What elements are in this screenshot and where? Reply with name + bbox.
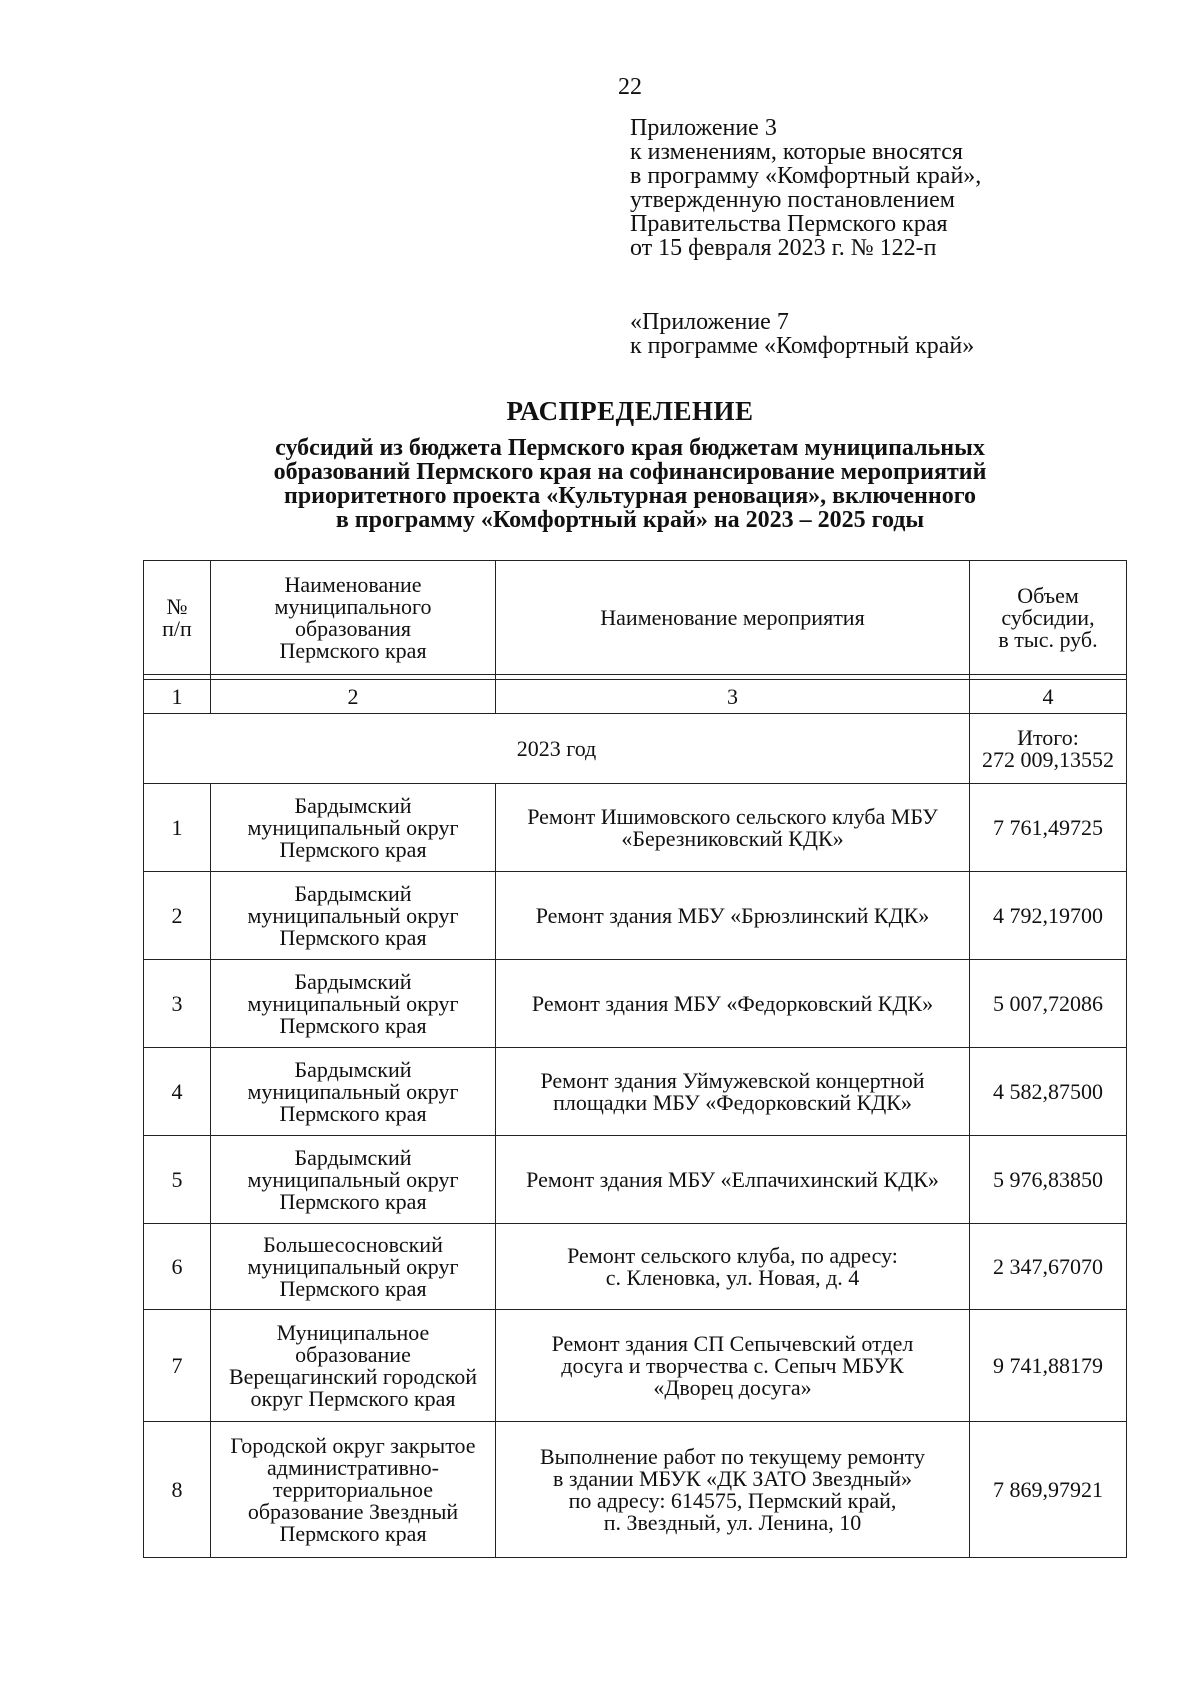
header-number-line: п/п — [162, 615, 192, 641]
year-total — [970, 714, 1127, 784]
row-municipality-line: Городской округ закрытое — [230, 1432, 476, 1458]
row-municipality — [211, 784, 496, 872]
row-municipality-line: Бардымский — [294, 968, 412, 994]
header-volume-line: в тыс. руб. — [998, 626, 1098, 652]
row-municipality — [211, 1310, 496, 1422]
document-title: РАСПРЕДЕЛЕНИЕ — [506, 396, 754, 426]
appendix-7-line: к программе «Комфортный край» — [630, 333, 975, 359]
row-municipality-line: Бардымский — [294, 1144, 412, 1170]
subtitle-line: субсидий из бюджета Пермского края бюджетам муниципальных — [275, 435, 985, 461]
row-amount: 2 347,67070 — [970, 1224, 1127, 1310]
row-municipality — [211, 1136, 496, 1224]
row-event-line: по адресу: 614575, Пермский край, — [568, 1487, 897, 1513]
row-municipality-line: муниципальный округ — [247, 1166, 459, 1192]
column-number: 2 — [211, 680, 496, 714]
row-amount: 4 792,19700 — [970, 872, 1127, 960]
row-event — [496, 960, 970, 1048]
row-event-line: Ремонт здания СП Сепычевский отдел — [551, 1330, 914, 1356]
row-municipality-line: Пермского края — [279, 1100, 427, 1126]
subtitle-line: образований Пермского края на софинансирование мероприятий — [273, 459, 987, 485]
row-event-line: Ремонт Ишимовского сельского клуба МБУ — [527, 803, 938, 829]
table-row — [144, 1136, 1127, 1224]
row-municipality-line: Пермского края — [279, 1520, 427, 1546]
appendix-7-block — [630, 310, 974, 358]
header-row — [144, 561, 1127, 675]
header-event — [496, 561, 970, 675]
row-amount: 5 007,72086 — [970, 960, 1127, 1048]
table-row — [144, 872, 1127, 960]
header-volume-line: субсидии, — [1001, 604, 1095, 630]
row-number: 6 — [144, 1224, 211, 1310]
row-amount: 9 741,88179 — [970, 1310, 1127, 1422]
row-municipality-line: муниципальный округ — [247, 902, 459, 928]
row-amount: 7 761,49725 — [970, 784, 1127, 872]
table-row — [144, 1048, 1127, 1136]
appendix-3-line: утвержденную постановлением — [630, 187, 955, 213]
column-number-row — [144, 680, 1127, 714]
table-row — [144, 1310, 1127, 1422]
row-municipality-line: муниципальный округ — [247, 814, 459, 840]
row-municipality-line: муниципальный округ — [247, 1078, 459, 1104]
appendix-7-line: «Приложение 7 — [630, 309, 789, 335]
row-event — [496, 1310, 970, 1422]
header-number — [144, 561, 211, 675]
row-amount: 4 582,87500 — [970, 1048, 1127, 1136]
subtitle-line: приоритетного проекта «Культурная реновация», включенного — [283, 483, 976, 509]
row-event-line: п. Звездный, ул. Ленина, 10 — [603, 1509, 862, 1535]
row-municipality-line: образование Звездный — [247, 1498, 459, 1524]
row-municipality — [211, 960, 496, 1048]
year-total-label: Итого: — [1017, 724, 1079, 750]
header-municipality-line: Наименование — [284, 571, 422, 597]
table-row — [144, 1224, 1127, 1310]
appendix-3-block — [630, 116, 981, 260]
appendix-3-line: в программу «Комфортный край», — [630, 163, 982, 189]
row-municipality-line: муниципальный округ — [247, 1253, 459, 1279]
row-number: 2 — [144, 872, 211, 960]
header-number-line: № — [166, 593, 188, 619]
row-event — [496, 1048, 970, 1136]
row-number: 7 — [144, 1310, 211, 1422]
column-number: 3 — [496, 680, 970, 714]
appendix-3-line: к изменениям, которые вносятся — [630, 139, 963, 165]
header-municipality-line: муниципального — [274, 593, 432, 619]
appendix-3-line: Правительства Пермского края — [630, 211, 948, 237]
row-municipality-line: образование — [295, 1341, 411, 1367]
row-municipality-line: Пермского края — [279, 1012, 427, 1038]
row-event-line: «Дворец досуга» — [653, 1374, 812, 1400]
column-number: 4 — [970, 680, 1127, 714]
row-amount: 7 869,97921 — [970, 1422, 1127, 1558]
row-event-line: Ремонт здания МБУ «Брюзлинский КДК» — [535, 902, 930, 928]
row-event-line: с. Кленовка, ул. Новая, д. 4 — [605, 1264, 860, 1290]
subsidy-table — [143, 560, 1127, 1558]
header-event-line: Наименование мероприятия — [600, 604, 865, 630]
row-number: 3 — [144, 960, 211, 1048]
column-number: 1 — [144, 680, 211, 714]
row-number: 5 — [144, 1136, 211, 1224]
row-municipality-line: Пермского края — [279, 1275, 427, 1301]
row-municipality-line: Муниципальное — [276, 1319, 430, 1345]
header-municipality-line: Пермского края — [279, 637, 427, 663]
row-municipality-line: Бардымский — [294, 792, 412, 818]
row-event — [496, 872, 970, 960]
page-number: 22 — [618, 74, 642, 100]
row-municipality — [211, 1048, 496, 1136]
table-row — [144, 784, 1127, 872]
header-volume-line: Объем — [1017, 582, 1079, 608]
row-municipality-line: административно- — [267, 1454, 439, 1480]
row-municipality-line: Бардымский — [294, 1056, 412, 1082]
row-event-line: в здании МБУК «ДК ЗАТО Звездный» — [553, 1465, 912, 1491]
year-total-value: 272 009,13552 — [982, 746, 1114, 772]
row-municipality-line: территориальное — [272, 1476, 434, 1502]
row-municipality-line: Верещагинский городской — [228, 1363, 478, 1389]
row-number: 1 — [144, 784, 211, 872]
year-label: 2023 год — [144, 714, 970, 784]
row-event — [496, 784, 970, 872]
year-row — [144, 714, 1127, 784]
header-municipality-line: образования — [294, 615, 412, 641]
row-municipality — [211, 1224, 496, 1310]
header-volume — [970, 561, 1127, 675]
row-event-line: досуга и творчества с. Сепыч МБУК — [561, 1352, 904, 1378]
row-event-line: Выполнение работ по текущему ремонту — [540, 1443, 925, 1469]
row-event-line: Ремонт здания Уймужевской концертной — [540, 1067, 925, 1093]
row-number: 8 — [144, 1422, 211, 1558]
row-municipality-line: Бардымский — [294, 880, 412, 906]
appendix-3-line: Приложение 3 — [630, 115, 777, 141]
row-municipality — [211, 1422, 496, 1558]
document-subtitle — [0, 436, 1200, 532]
table-row — [144, 960, 1127, 1048]
row-municipality-line: Большесосновский — [263, 1231, 443, 1257]
appendix-3-line: от 15 февраля 2023 г. № 122-п — [630, 235, 937, 261]
row-amount: 5 976,83850 — [970, 1136, 1127, 1224]
row-event-line: Ремонт здания МБУ «Федорковский КДК» — [531, 990, 934, 1016]
row-event-line: площадки МБУ «Федорковский КДК» — [553, 1089, 912, 1115]
row-municipality-line: Пермского края — [279, 836, 427, 862]
subtitle-line: в программу «Комфортный край» на 2023 – 2025 годы — [335, 507, 925, 533]
row-event-line: «Березниковский КДК» — [621, 825, 844, 851]
row-number: 4 — [144, 1048, 211, 1136]
row-municipality-line: Пермского края — [279, 924, 427, 950]
row-municipality-line: муниципальный округ — [247, 990, 459, 1016]
row-event-line: Ремонт сельского клуба, по адресу: — [567, 1242, 898, 1268]
row-municipality-line: Пермского края — [279, 1188, 427, 1214]
row-event — [496, 1224, 970, 1310]
row-event — [496, 1422, 970, 1558]
table-row — [144, 1422, 1127, 1558]
row-event-line: Ремонт здания МБУ «Елпачихинский КДК» — [526, 1166, 939, 1192]
row-municipality — [211, 872, 496, 960]
row-event — [496, 1136, 970, 1224]
header-municipality — [211, 561, 496, 675]
row-municipality-line: округ Пермского края — [250, 1385, 456, 1411]
